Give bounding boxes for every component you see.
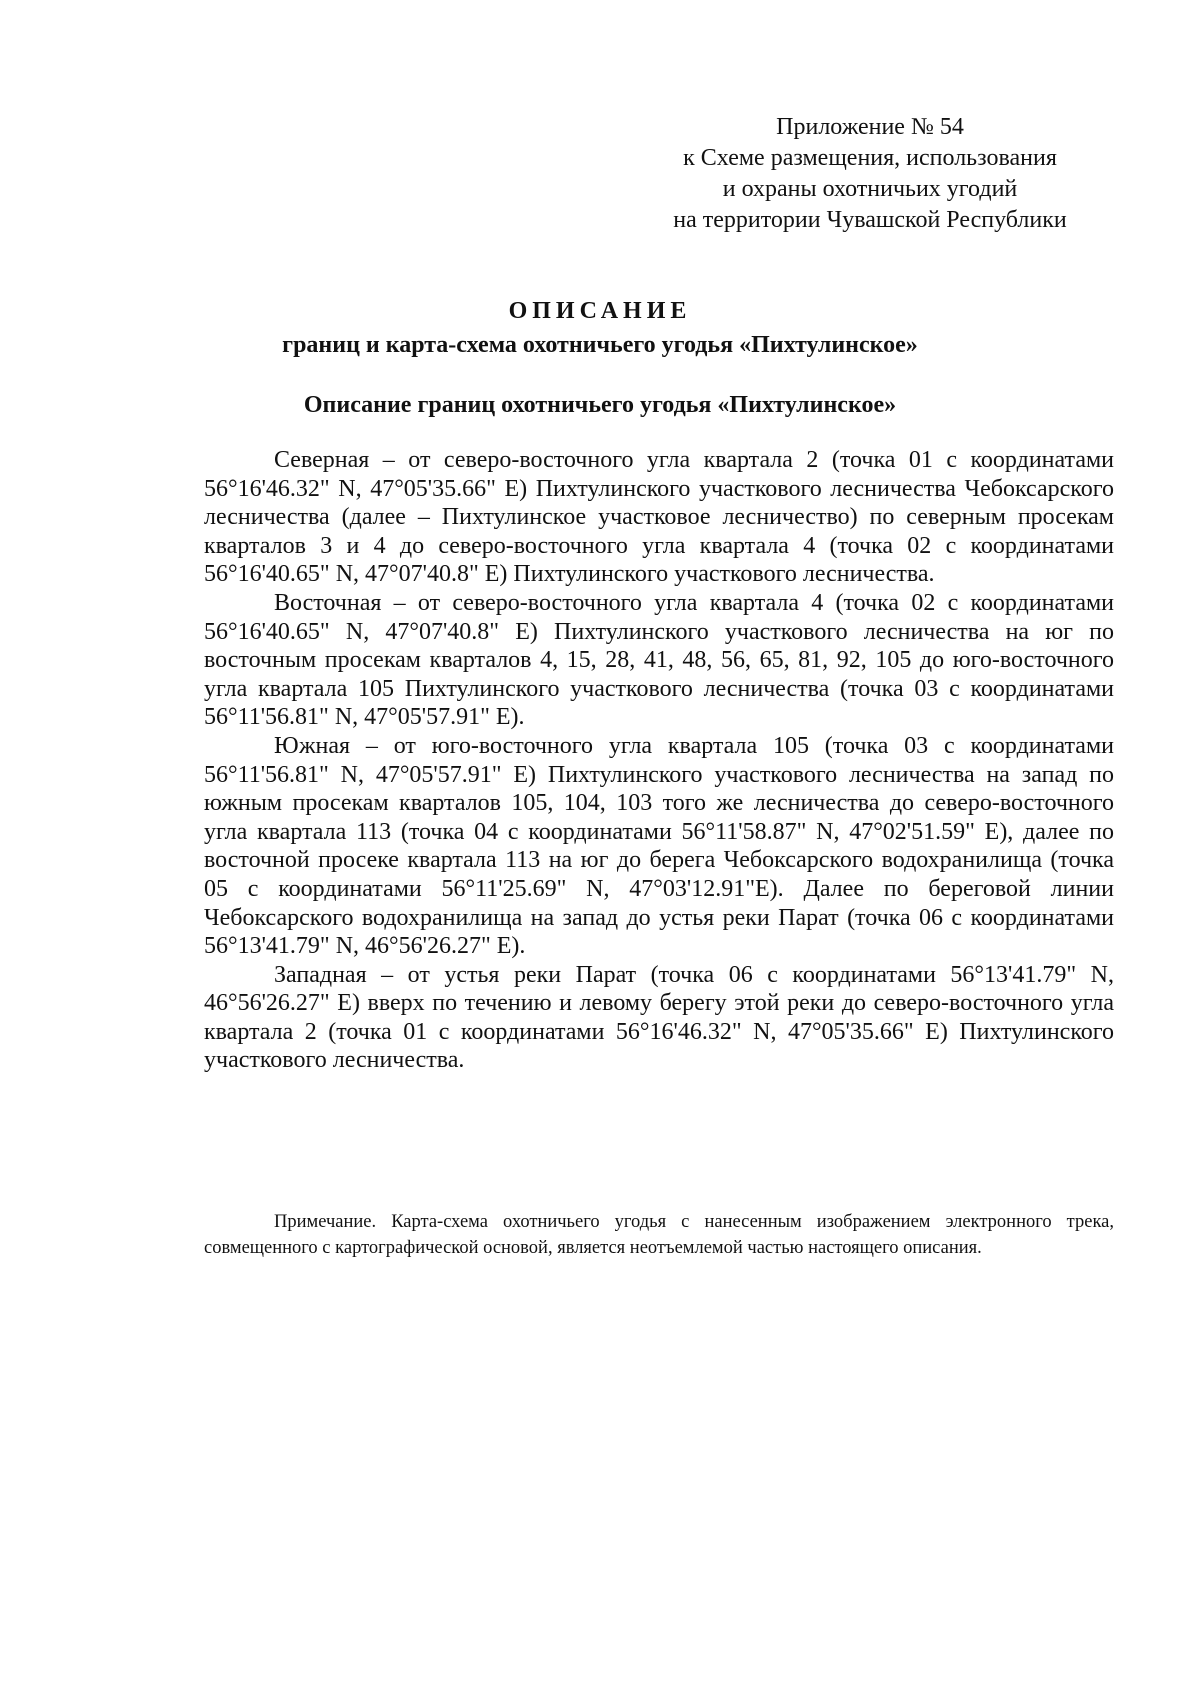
paragraph-south-boundary: Южная – от юго-восточного угла квартала 105 (точка 03 с координатами 56°11'56.81" N, 47°05'57.91" E) Пихтулинского участкового лесничества на запад по южным просекам кварталов 105, 104, 103 того же лесничества до северо-восточного угла квартала 113 (точка 04 с координатами 56°11'58.87" N, 47°02'51.59" E), далее по восточной просеке квартала 113 на юг до берега Чебоксарского водохранилища (точка 05 с координатами 56°11'25.69" N, 47°03'12.91"E). Далее по береговой линии Чебоксарского водохранилища на запад до устья реки Парат (точка 06 с координатами 56°13'41.79" N, 46°56'26.27" E). (204, 732, 1114, 960)
document-title: ОПИСАНИЕ (508, 298, 692, 324)
paragraph-north-boundary: Северная – от северо-восточного угла квартала 2 (точка 01 с координатами 56°16'46.32" N, 47°05'35.66" E) Пихтулинского участкового лесничества Чебоксарского лесничества (далее – Пихтулинское участковое лесничество) по северным просекам кварталов 3 и 4 до северо-восточного угла квартала 4 (точка 02 с координатами 56°16'40.65" N, 47°07'40.8" E) Пихтулинского участкового лесничества. (204, 447, 1114, 588)
section-heading: Описание границ охотничьего угодья «Пихтулинское» (303, 392, 897, 418)
appendix-line-4: на территории Чувашской Республики (673, 207, 1067, 233)
document-subtitle: границ и карта-схема охотничьего угодья «Пихтулинское» (282, 332, 918, 358)
appendix-number: Приложение № 54 (776, 114, 964, 140)
boundary-description (204, 446, 1114, 1075)
note-text: Примечание. Карта-схема охотничьего угодья с нанесенным изображением электронного трека, совмещенного с картографической основой, является неотъемлемой частью настоящего описания. (204, 1212, 1114, 1258)
paragraph-east-boundary: Восточная – от северо-восточного угла квартала 4 (точка 02 с координатами 56°16'40.65" N, 47°07'40.8" E) Пихтулинского участкового лесничества на юг по восточным просекам кварталов 4, 15, 28, 41, 48, 56, 65, 81, 92, 105 до юго-восточного угла квартала 105 Пихтулинского участкового лесничества (точка 03 с координатами 56°11'56.81" N, 47°05'57.91" E). (204, 589, 1114, 731)
appendix-line-3: и охраны охотничьих угодий (722, 176, 1018, 202)
appendix-block (640, 112, 1100, 236)
paragraph-west-boundary: Западная – от устья реки Парат (точка 06 с координатами 56°13'41.79" N, 46°56'26.27" E) вверх по течению и левому берегу этой реки до северо-восточного угла квартала 2 (точка 01 с координатами 56°16'46.32" N, 47°05'35.66" E) Пихтулинского участкового лесничества. (204, 961, 1114, 1074)
appendix-line-2: к Схеме размещения, использования (683, 145, 1057, 171)
